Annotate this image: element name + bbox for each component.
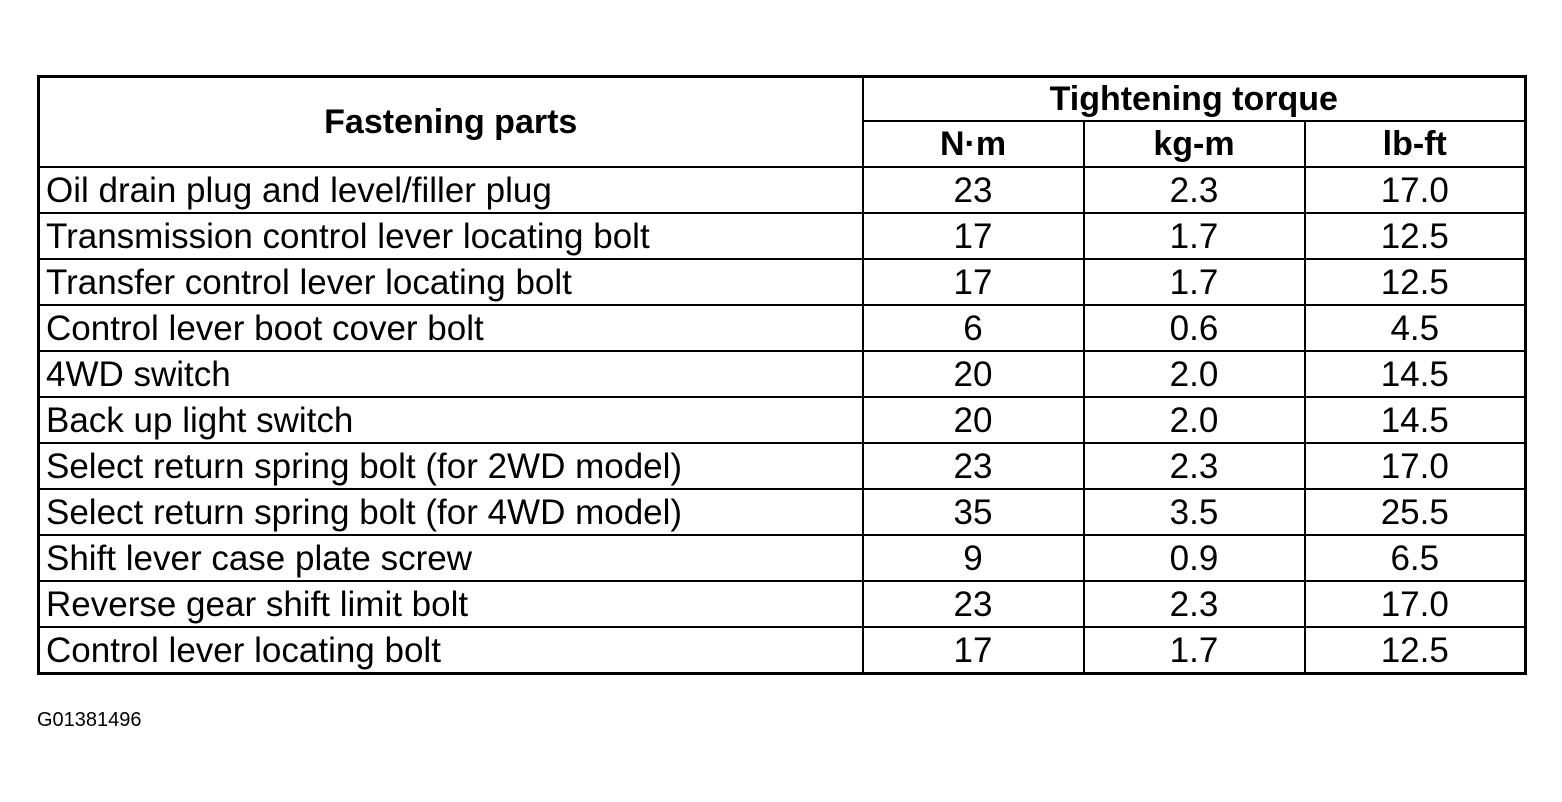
- table-row: [39, 397, 1526, 443]
- part-cell: Transfer control lever locating bolt: [39, 259, 863, 305]
- table-row: [39, 489, 1526, 535]
- nm-cell: 23: [863, 167, 1084, 213]
- lbft-cell: 12.5: [1305, 259, 1526, 305]
- table-row: [39, 535, 1526, 581]
- lbft-cell: 12.5: [1305, 627, 1526, 674]
- part-cell: Back up light switch: [39, 397, 863, 443]
- kgm-cell: 0.9: [1084, 535, 1305, 581]
- part-cell: Control lever boot cover bolt: [39, 305, 863, 351]
- fastening-parts-header: Fastening parts: [39, 77, 863, 168]
- unit-kgm-header: kg-m: [1084, 121, 1305, 167]
- part-cell: Control lever locating bolt: [39, 627, 863, 674]
- kgm-cell: 0.6: [1084, 305, 1305, 351]
- part-cell: Reverse gear shift limit bolt: [39, 581, 863, 627]
- kgm-cell: 2.3: [1084, 443, 1305, 489]
- nm-cell: 20: [863, 351, 1084, 397]
- part-cell: Select return spring bolt (for 4WD model): [39, 489, 863, 535]
- lbft-cell: 6.5: [1305, 535, 1526, 581]
- nm-cell: 17: [863, 259, 1084, 305]
- nm-cell: 6: [863, 305, 1084, 351]
- kgm-cell: 1.7: [1084, 259, 1305, 305]
- lbft-cell: 12.5: [1305, 213, 1526, 259]
- nm-cell: 23: [863, 443, 1084, 489]
- part-cell: Oil drain plug and level/filler plug: [39, 167, 863, 213]
- header-row-top: [39, 77, 1526, 122]
- part-cell: Shift lever case plate screw: [39, 535, 863, 581]
- table-row: [39, 213, 1526, 259]
- table-row: [39, 305, 1526, 351]
- table-row: [39, 581, 1526, 627]
- figure-code: G01381496: [37, 709, 142, 731]
- kgm-cell: 1.7: [1084, 627, 1305, 674]
- kgm-cell: 3.5: [1084, 489, 1305, 535]
- kgm-cell: 2.3: [1084, 167, 1305, 213]
- lbft-cell: 25.5: [1305, 489, 1526, 535]
- kgm-cell: 1.7: [1084, 213, 1305, 259]
- unit-lbft-header: lb-ft: [1305, 121, 1526, 167]
- torque-table: [37, 75, 1527, 675]
- lbft-cell: 17.0: [1305, 581, 1526, 627]
- table-row: [39, 259, 1526, 305]
- nm-cell: 35: [863, 489, 1084, 535]
- lbft-cell: 4.5: [1305, 305, 1526, 351]
- kgm-cell: 2.3: [1084, 581, 1305, 627]
- part-cell: 4WD switch: [39, 351, 863, 397]
- part-cell: Select return spring bolt (for 2WD model): [39, 443, 863, 489]
- nm-cell: 23: [863, 581, 1084, 627]
- nm-cell: 17: [863, 627, 1084, 674]
- part-cell: Transmission control lever locating bolt: [39, 213, 863, 259]
- tightening-torque-header: Tightening torque: [863, 77, 1526, 122]
- kgm-cell: 2.0: [1084, 397, 1305, 443]
- nm-cell: 17: [863, 213, 1084, 259]
- lbft-cell: 14.5: [1305, 397, 1526, 443]
- table-row: [39, 443, 1526, 489]
- lbft-cell: 14.5: [1305, 351, 1526, 397]
- lbft-cell: 17.0: [1305, 443, 1526, 489]
- kgm-cell: 2.0: [1084, 351, 1305, 397]
- unit-nm-header: N·m: [863, 121, 1084, 167]
- nm-cell: 9: [863, 535, 1084, 581]
- table-row: [39, 167, 1526, 213]
- nm-cell: 20: [863, 397, 1084, 443]
- table-row: [39, 351, 1526, 397]
- table-row: [39, 627, 1526, 674]
- lbft-cell: 17.0: [1305, 167, 1526, 213]
